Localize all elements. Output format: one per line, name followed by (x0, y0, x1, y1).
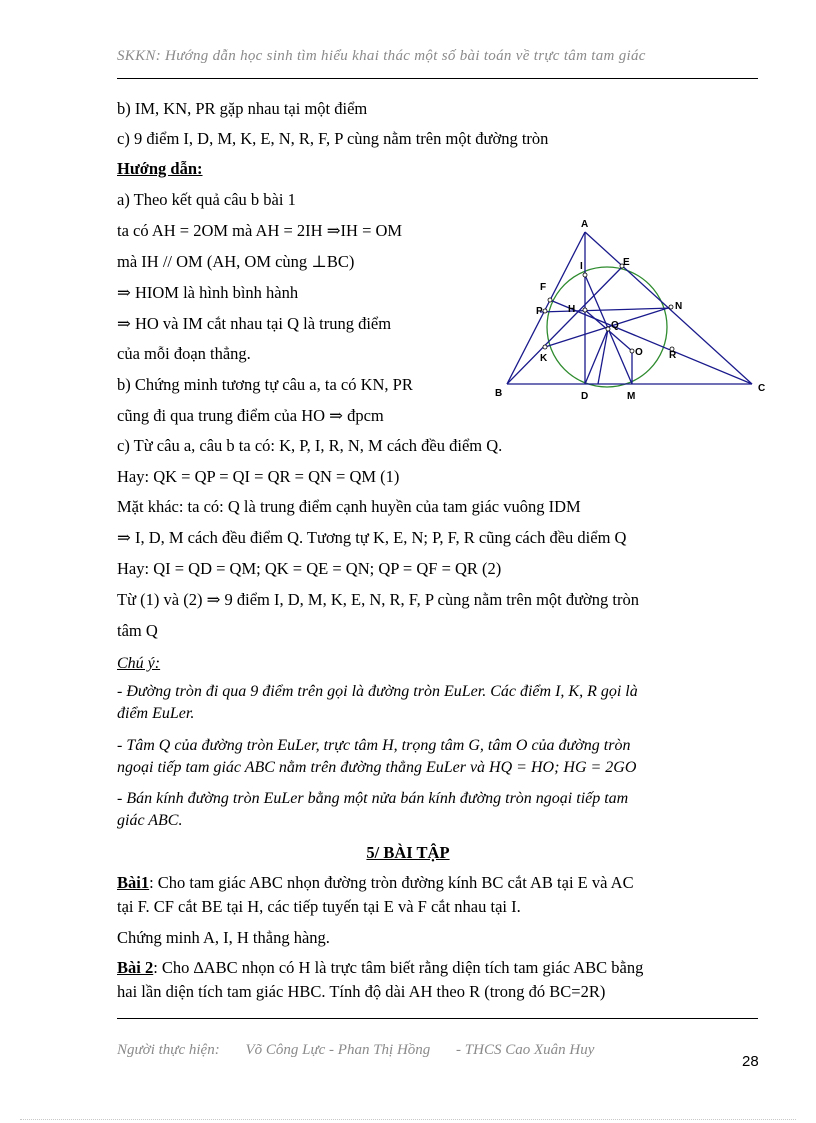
exercise-2-label: Bài 2 (117, 958, 154, 977)
label-n: N (675, 301, 683, 312)
segment-qd (585, 329, 608, 384)
note-line: điểm EuLer. (117, 705, 195, 722)
footer-role: Người thực hiện: (117, 1042, 220, 1058)
text-line: ta có AH = 2OM mà AH = 2IH ⇒IH = OM (117, 221, 403, 240)
page-footer (117, 1042, 616, 1059)
label-o: O (635, 347, 643, 358)
label-a: A (581, 219, 589, 230)
text-line: cũng đi qua trung điểm của HO ⇒ đpcm (117, 406, 384, 425)
text-line: của mỗi đoạn thẳng. (117, 344, 251, 363)
altitude-cf (550, 300, 752, 384)
text-line: b) IM, KN, PR gặp nhau tại một điểm (117, 99, 368, 118)
text-line: tại F. CF cắt BE tại H, các tiếp tuyến tại E và F cắt nhau tại I. (117, 897, 521, 916)
exercise-1-line (117, 873, 634, 893)
text-line: ⇒ HO và IM cắt nhau tại Q là trung điểm (117, 314, 392, 333)
point-n (669, 305, 673, 309)
text-line: Chứng minh A, I, H thẳng hàng. (117, 928, 330, 947)
note-line: - Bán kính đường tròn EuLer bằng một nửa bán kính đường tròn ngoại tiếp tam (117, 790, 629, 807)
euler-circle-figure (490, 212, 775, 407)
text-line: c) Từ câu a, câu b ta có: K, P, I, R, N, M cách đều điểm Q. (117, 436, 503, 455)
point-k (543, 345, 547, 349)
page-bottom-border (20, 1119, 796, 1120)
label-p: P (536, 306, 543, 317)
label-k: K (540, 353, 548, 364)
segment-q1 (598, 329, 608, 384)
point-q (606, 327, 610, 331)
footer-school: - THCS Cao Xuân Huy (456, 1042, 595, 1058)
label-e: E (623, 257, 630, 268)
footer-authors: Võ Công Lực - Phan Thị Hồng (245, 1042, 431, 1058)
label-q: Q (611, 320, 619, 331)
note-line: giác ABC. (117, 812, 183, 829)
exercise-2-line (117, 958, 643, 978)
footer-rule (117, 1018, 758, 1019)
label-b: B (495, 388, 503, 399)
text-line: hai lần diện tích tam giác HBC. Tính độ dài AH theo R (trong đó BC=2R) (117, 982, 606, 1001)
page-header: SKKN: Hướng dẫn học sinh tìm hiểu khai thác một số bài toán về trực tâm tam giác (117, 48, 646, 64)
note-line: - Tâm Q của đường tròn EuLer, trực tâm H, trọng tâm G, tâm O của đường tròn (117, 737, 631, 754)
exercise-heading: 5/ BÀI TẬP (366, 843, 450, 862)
label-f: F (540, 282, 547, 293)
point-o (630, 349, 634, 353)
text-line: a) Theo kết quả câu b bài 1 (117, 190, 296, 209)
text-line: Hay: QI = QD = QM; QK = QE = QN; QP = QF = QR (2) (117, 559, 502, 578)
text-line: Mặt khác: ta có: Q là trung điểm cạnh huyền của tam giác vuông IDM (117, 497, 581, 516)
label-m: M (627, 391, 636, 402)
text-line: mà IH // OM (AH, OM cùng ⊥BC) (117, 252, 355, 271)
label-d: D (581, 391, 589, 402)
section-heading: Hướng dẫn: (117, 159, 203, 178)
text-line: ⇒ I, D, M cách đều điểm Q. Tương tự K, E, N; P, F, R cũng cách đều diểm Q (117, 528, 627, 547)
point-p (543, 309, 547, 313)
label-h: H (568, 304, 576, 315)
point-f (548, 298, 552, 302)
note-line: - Đường tròn đi qua 9 điểm trên gọi là đường tròn EuLer. Các điểm I, K, R gọi là (117, 683, 638, 700)
page-number: 28 (742, 1053, 759, 1070)
point-i (583, 273, 587, 277)
exercise-1-label: Bài1 (117, 873, 150, 892)
text-line: tâm Q (117, 621, 158, 640)
text-line: c) 9 điểm I, D, M, K, E, N, R, F, P cùng nằm trên một đường tròn (117, 129, 549, 148)
text-line: ⇒ HIOM là hình bình hành (117, 283, 299, 302)
text-line: b) Chứng minh tương tự câu a, ta có KN, PR (117, 375, 413, 394)
exercise-1-text: : Cho tam giác ABC nhọn đường tròn đường kính BC cắt AB tại E và AC (149, 873, 634, 892)
segment-pr (540, 308, 672, 312)
label-i: I (580, 261, 583, 272)
header-rule (117, 78, 758, 79)
text-line: Hay: QK = QP = QI = QR = QN = QM (1) (117, 467, 400, 486)
point-h (583, 308, 587, 312)
label-r: R (669, 350, 677, 361)
note-line: ngoại tiếp tam giác ABC nằm trên đường thẳng EuLer và HQ = HO; HG = 2GO (117, 759, 637, 776)
label-c: C (758, 383, 766, 394)
exercise-2-text: : Cho ∆ABC nhọn có H là trực tâm biết rằng diện tích tam giác ABC bằng (153, 958, 644, 977)
text-line: Từ (1) và (2) ⇒ 9 điểm I, D, M, K, E, N, R, F, P cùng nằm trên một đường tròn (117, 590, 639, 609)
note-heading: Chú ý: (117, 655, 161, 672)
